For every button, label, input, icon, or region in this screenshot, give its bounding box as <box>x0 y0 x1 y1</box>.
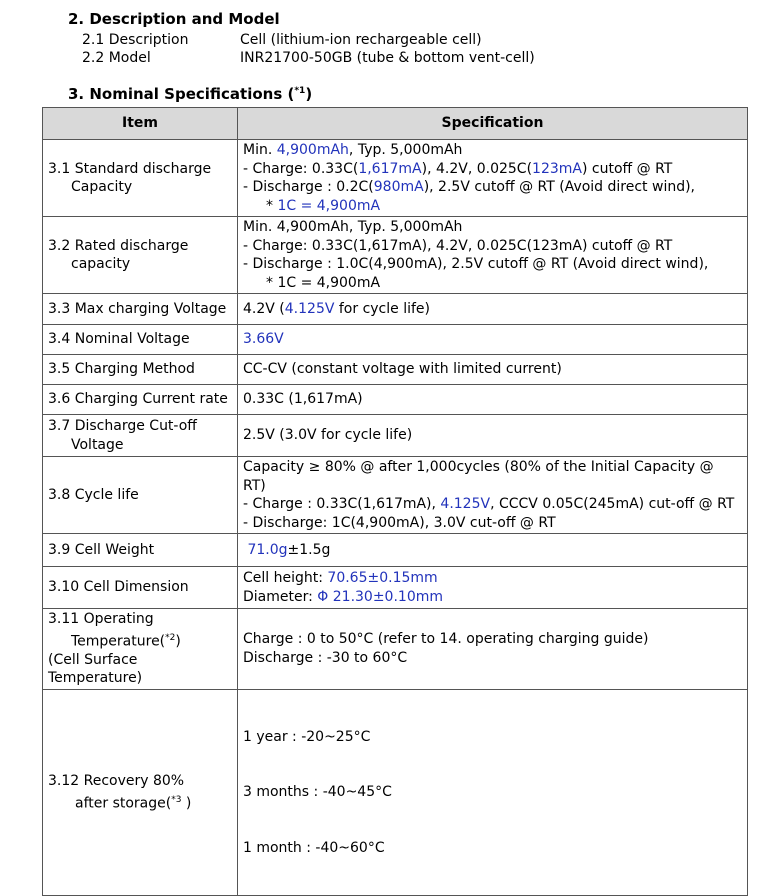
footnote-2: *2 <box>165 632 176 643</box>
item-cell: 3.8 Cycle life <box>43 457 238 534</box>
item-cell: 3.1 Standard discharge Capacity <box>43 140 238 217</box>
spec-cell: Min. 4,900mAh, Typ. 5,000mAh - Charge: 0.33C(1,617mA), 4.2V, 0.025C(123mA) cutoff @ RT - Discharge : 0.2C(980mA), 2.5V cutoff @ RT (Avoid direct wind), * 1C = 4,900mA <box>238 140 748 217</box>
item-cell: 3.7 Discharge Cut-off Voltage <box>43 415 238 457</box>
spec-cell: Charge : 0 to 50°C (refer to 14. operating charging guide) Discharge : -30 to 60°C <box>238 609 748 690</box>
spec-cell: 4.2V (4.125V for cycle life) <box>238 294 748 325</box>
table-row <box>43 567 748 609</box>
footnote-3: *3 <box>171 794 182 805</box>
footnote-1: *1 <box>294 86 306 96</box>
spec-cell: 3.66V <box>238 325 748 355</box>
item-cell: 3.11 Operating Temperature($^{*2}$) (Cell Surface Temperature) <box>43 609 238 690</box>
spec-cell: 2.5V (3.0V for cycle life) <box>238 415 748 457</box>
table-row <box>43 385 748 415</box>
specifications-table <box>42 107 748 896</box>
model-label: 2.2 Model <box>82 50 151 66</box>
item-cell: 3.4 Nominal Voltage <box>43 325 238 355</box>
header-specification: Specification <box>238 108 748 140</box>
table-row <box>43 355 748 385</box>
header-item: Item <box>43 108 238 140</box>
table-row <box>43 457 748 534</box>
model-value: INR21700-50GB (tube & bottom vent-cell) <box>240 50 535 66</box>
item-cell: 3.12 Recovery 80% after storage($^{*3}$ ) <box>43 689 238 896</box>
description-row <box>82 32 482 48</box>
spec-cell: 0.33C (1,617mA) <box>238 385 748 415</box>
table-row <box>43 534 748 567</box>
table-row <box>43 140 748 217</box>
section-2-title: 2. Description and Model <box>68 10 280 28</box>
table-row <box>43 325 748 355</box>
spec-cell: 71.0g±1.5g <box>238 534 748 567</box>
description-label: 2.1 Description <box>82 32 189 48</box>
table-header-row <box>43 108 748 140</box>
item-cell: 3.2 Rated discharge capacity <box>43 217 238 294</box>
spec-cell: Min. 4,900mAh, Typ. 5,000mAh - Charge: 0.33C(1,617mA), 4.2V, 0.025C(123mA) cutoff @ RT - Discharge : 1.0C(4,900mA), 2.5V cutoff @ RT (Avoid direct wind), * 1C = 4,900mA <box>238 217 748 294</box>
description-value: Cell (lithium-ion rechargeable cell) <box>240 32 482 48</box>
spec-cell: Cell height: 70.65±0.15mm Diameter: Φ 21.30±0.10mm <box>238 567 748 609</box>
item-cell: 3.6 Charging Current rate <box>43 385 238 415</box>
spec-cell: 1 year : -20~25°C 3 months : -40~45°C 1 month : -40~60°C <box>238 689 748 896</box>
spec-cell: Capacity ≥ 80% @ after 1,000cycles (80% of the Initial Capacity @ RT) - Charge : 0.33C(1,617mA), 4.125V, CCCV 0.05C(245mA) cut-off @ RT - Discharge: 1C(4,900mA), 3.0V cut-off @ RT <box>238 457 748 534</box>
section-3-title: 3. Nominal Specifications ($^{*1}$) <box>68 85 313 103</box>
table-row <box>43 689 748 896</box>
table-row <box>43 294 748 325</box>
item-cell: 3.3 Max charging Voltage <box>43 294 238 325</box>
spec-cell: CC-CV (constant voltage with limited current) <box>238 355 748 385</box>
table-row <box>43 609 748 690</box>
model-row <box>82 50 535 66</box>
table-row <box>43 217 748 294</box>
item-cell: 3.9 Cell Weight <box>43 534 238 567</box>
item-cell: 3.5 Charging Method <box>43 355 238 385</box>
table-row <box>43 415 748 457</box>
item-cell: 3.10 Cell Dimension <box>43 567 238 609</box>
